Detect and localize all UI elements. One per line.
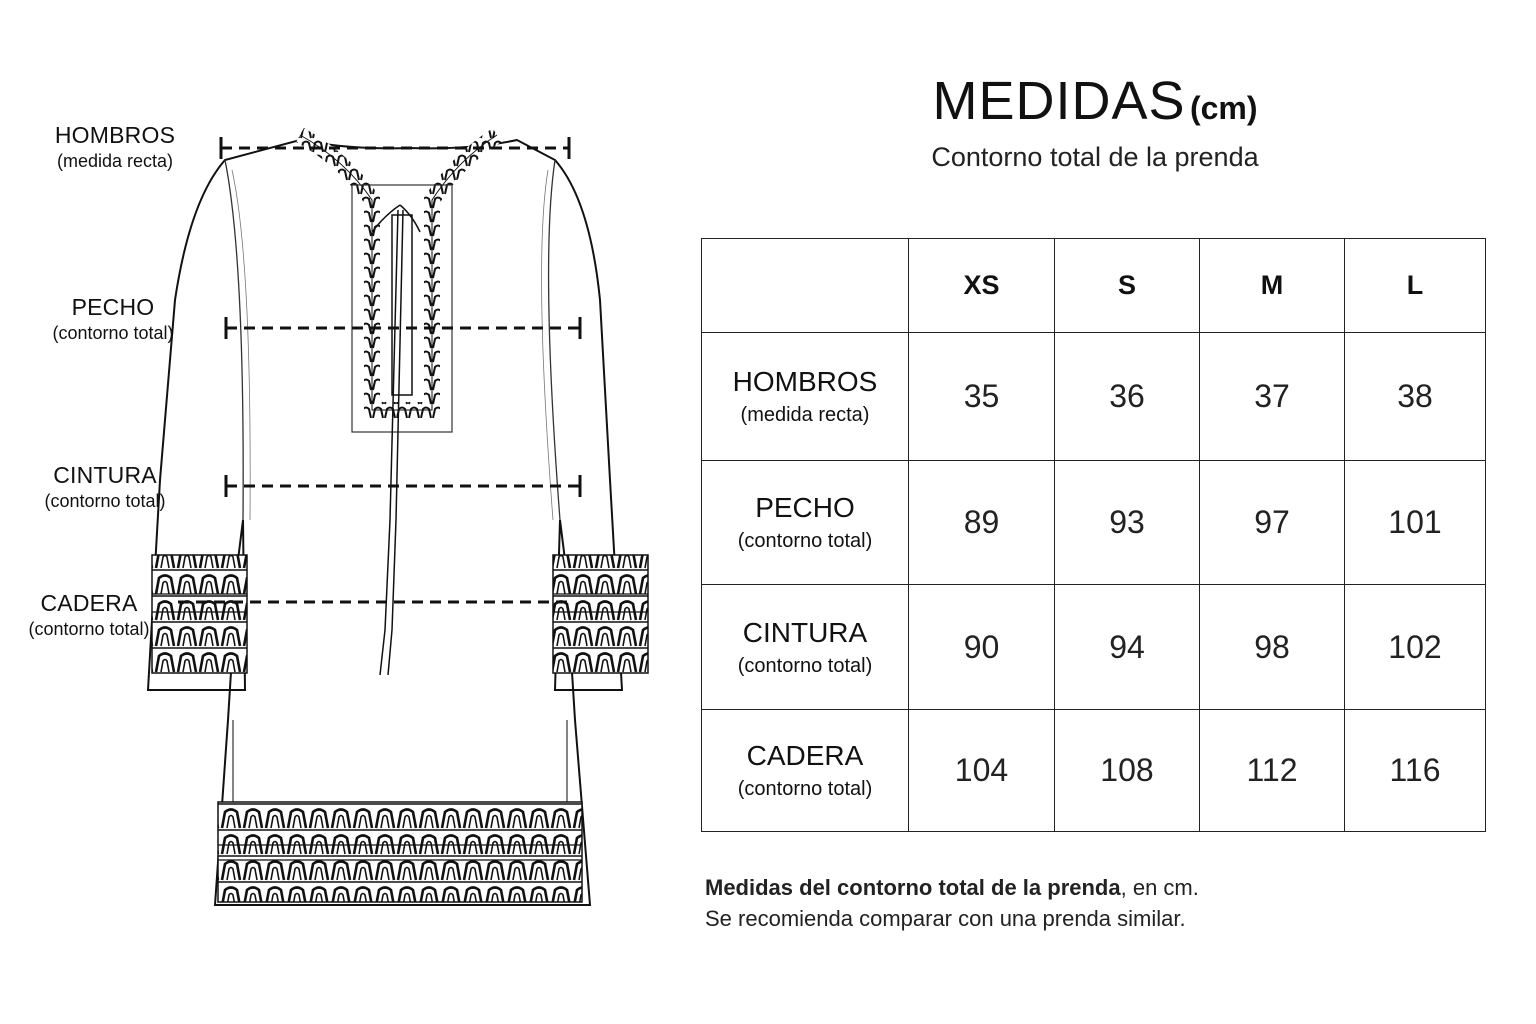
label-main: CADERA [40, 590, 138, 616]
figure-label-pecho [28, 294, 198, 344]
size-table [701, 238, 1486, 832]
title-main: MEDIDAS [932, 71, 1186, 131]
footnote-bold: Medidas del contorno total de la prenda [705, 875, 1121, 900]
header-empty [702, 239, 909, 333]
table-row [702, 710, 1486, 832]
table-cell: 90 [909, 585, 1055, 710]
header-l: L [1345, 239, 1486, 333]
row-label-main: CINTURA [742, 616, 868, 648]
table-cell: 94 [1055, 585, 1200, 710]
row-label-main: PECHO [755, 492, 855, 523]
row-label [702, 710, 909, 832]
footnote [705, 872, 1199, 934]
table-cell: 108 [1055, 710, 1200, 832]
label-main: HOMBROS [54, 122, 176, 148]
header-xs: XS [909, 239, 1055, 333]
row-label-main: CADERA [746, 740, 864, 771]
table-cell: 37 [1200, 333, 1345, 461]
row-label [702, 585, 909, 710]
table-cell: 93 [1055, 461, 1200, 585]
page-subtitle: Contorno total de la prenda [931, 142, 1259, 172]
garment-outline [148, 140, 622, 905]
table-row [702, 461, 1486, 585]
table-cell: 102 [1345, 585, 1486, 710]
row-label [702, 461, 909, 585]
table-row [702, 333, 1486, 461]
row-label-sub: (contorno total) [737, 530, 873, 552]
page-title [700, 70, 1490, 132]
row-label-sub: (contorno total) [737, 654, 873, 677]
table-cell: 112 [1200, 710, 1345, 832]
header-s: S [1055, 239, 1200, 333]
table-cell: 36 [1055, 333, 1200, 461]
row-label-sub: (contorno total) [737, 778, 873, 800]
title-unit: (cm) [1189, 90, 1258, 126]
table-cell: 89 [909, 461, 1055, 585]
label-sub: (contorno total) [28, 619, 150, 639]
figure-label-cintura [20, 462, 190, 512]
table-row [702, 585, 1486, 710]
figure-label-cadera [4, 590, 174, 640]
table-header-row [702, 239, 1486, 333]
table-cell: 101 [1345, 461, 1486, 585]
footnote-line2: Se recomienda comparar con una prenda similar. [705, 906, 1186, 931]
table-cell: 97 [1200, 461, 1345, 585]
footnote-rest: , en cm. [1120, 875, 1199, 900]
label-sub: (medida recta) [56, 151, 174, 171]
table-cell: 116 [1345, 710, 1486, 832]
label-main: PECHO [71, 294, 155, 320]
row-label-main: HOMBROS [732, 366, 878, 397]
table-cell: 35 [909, 333, 1055, 461]
table-cell: 38 [1345, 333, 1486, 461]
row-label [702, 333, 909, 461]
figure-label-hombros [30, 122, 200, 172]
table-cell: 104 [909, 710, 1055, 832]
header-m: M [1200, 239, 1345, 333]
label-main: CINTURA [53, 462, 157, 488]
table-cell: 98 [1200, 585, 1345, 710]
row-label-sub: (medida recta) [740, 404, 870, 426]
label-sub: (contorno total) [52, 323, 174, 343]
label-sub: (contorno total) [44, 491, 166, 511]
